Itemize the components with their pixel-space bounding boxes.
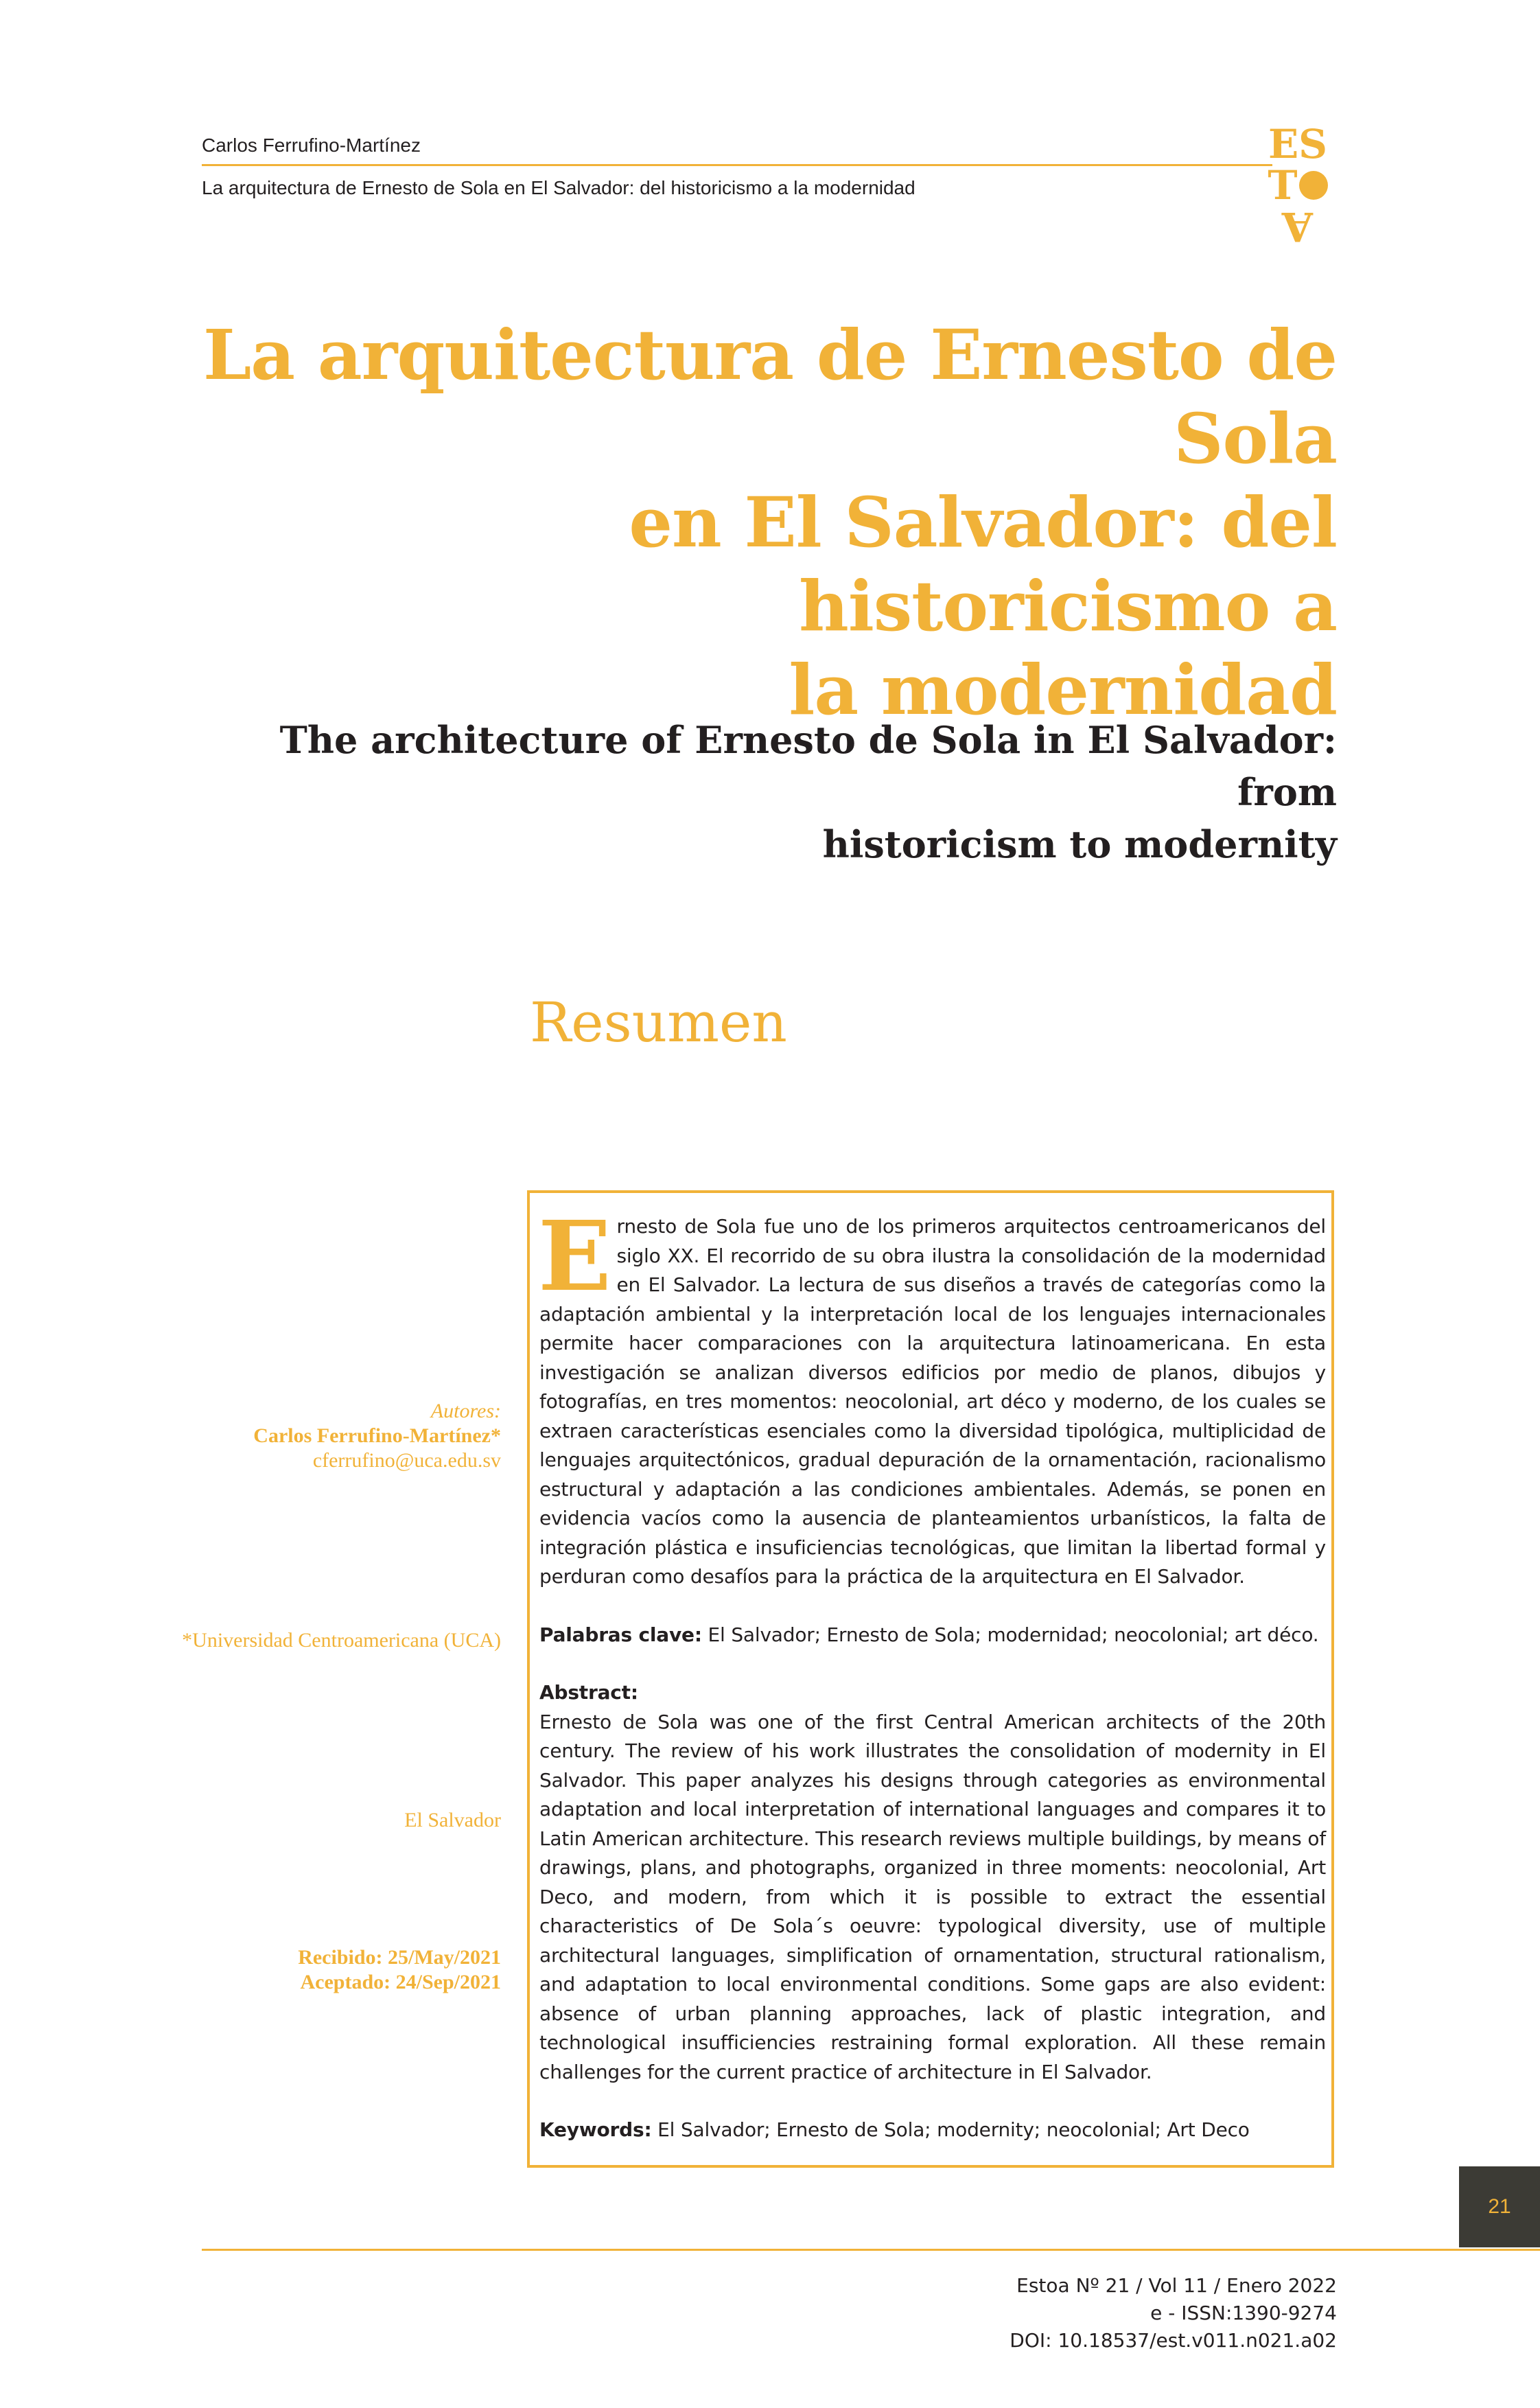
sidebar-country: El Salvador: [404, 1809, 501, 1831]
logo-dot-icon: [1299, 171, 1328, 200]
sidebar-received: Recibido: 25/May/2021: [298, 1946, 501, 1969]
resumen-text: rnesto de Sola fue uno de los primeros arquitectos centroamericanos del siglo XX. El recorrido de su obra ilustra la consolidación de la modernidad en El Salvador. La lectura de sus diseños a través de categorías como la adaptación ambiental y la interpretación local de los lenguajes internacionales permite hacer comparaciones con la arquitectura latinoamericana. En esta investigación se analizan diversos edificios por medio de planos, dibujos y fotografías, en tres momentos: neocolonial, art déco y moderno, de los cuales se extraen características esenciales como la diversidad tipológica, multiplicidad de lenguajes arquitectónicos, gradual depuración de la ornamentación, racionalismo estructural y adaptación a las condiciones ambientales. Además, se ponen en evidencia vacíos como la ausencia de planteamientos urbanísticos, la falta de integración plástica e insuficiencias tecnológicas, que limitan la libertad formal y perduran como desafíos para la práctica de la arquitectura en El Salvador.: [539, 1215, 1326, 1588]
keywords-text: El Salvador; Ernesto de Sola; modernity; neocolonial; Art Deco: [651, 2118, 1250, 2141]
sidebar-email: cferrufino@uca.edu.sv: [312, 1449, 501, 1472]
article-subtitle: [239, 714, 1337, 870]
logo-letter-a: A: [1282, 203, 1314, 250]
title-line-2: en El Salvador: del historicismo a: [629, 482, 1337, 647]
title-line-1: La arquitectura de Ernesto de Sola: [202, 314, 1337, 479]
footer-rule: [202, 2249, 1540, 2251]
drop-cap: E: [538, 1201, 611, 1313]
resumen-paragraph: [538, 1201, 1326, 1592]
sidebar-author: Carlos Ferrufino-Martínez*: [253, 1424, 501, 1447]
logo-row-2: [1267, 162, 1329, 209]
footer-doi: DOI: 10.18537/est.v011.n021.a02: [1010, 2329, 1337, 2352]
subtitle-line-1: The architecture of Ernesto de Sola in El Salvador: from: [279, 718, 1337, 814]
sidebar-authors-label: Autores:: [430, 1400, 501, 1422]
title-line-3: la modernidad: [789, 649, 1337, 730]
abstract-box-content: [538, 1201, 1326, 2145]
sidebar-affiliation: *Universidad Centroamericana (UCA): [182, 1629, 501, 1652]
footer-issn: e - ISSN:1390-9274: [1150, 2302, 1337, 2324]
keywords-label: Keywords:: [539, 2118, 652, 2141]
logo-row-3: [1267, 203, 1329, 250]
logo-row-1: ES: [1268, 121, 1328, 167]
header-rule: [202, 164, 1272, 166]
journal-logo: [1267, 121, 1329, 250]
page-number: 21: [1459, 2166, 1540, 2247]
keywords: [539, 2116, 1326, 2145]
resumen-heading: Resumen: [530, 991, 787, 1054]
subtitle-line-2: historicism to modernity: [822, 822, 1337, 866]
palabras-clave: [539, 1621, 1326, 1650]
abstract-text: Ernesto de Sola was one of the first Central American architects of the 20th century. The review of his work illustrates the consolidation of modernity in El Salvador. This paper analyzes his designs through categories as environmental adaptation and local interpretation of international languages and compares it to Latin American architecture. This research reviews multiple buildings, by means of drawings, plans, and photographs, organized in three moments: neocolonial, Art Deco, and modern, from which it is possible to extract the essential characteristics of De Sola´s oeuvre: typological diversity, use of multiple architectural languages, simplification of ornamentation, structural rationalism, and adaptation to local environmental conditions. Some gaps are also evident: absence of urban planning approaches, lack of plastic integration, and technological insufficiencies restraining formal exploration. All these remain challenges for the current practice of architecture in El Salvador.: [539, 1710, 1326, 2083]
palabras-clave-label: Palabras clave:: [539, 1623, 702, 1646]
header-author: Carlos Ferrufino-Martínez: [202, 135, 421, 156]
article-title: [156, 313, 1337, 732]
palabras-clave-text: El Salvador; Ernesto de Sola; modernidad; neocolonial; art déco.: [701, 1623, 1319, 1646]
logo-letter-t: T: [1268, 162, 1298, 209]
abstract-label: Abstract:: [539, 1681, 638, 1704]
sidebar-accepted: Aceptado: 24/Sep/2021: [300, 1971, 501, 1993]
footer-journal: Estoa Nº 21 / Vol 11 / Enero 2022: [1016, 2274, 1337, 2297]
header-running-title: La arquitectura de Ernesto de Sola en El Salvador: del historicismo a la modernidad: [202, 177, 915, 198]
